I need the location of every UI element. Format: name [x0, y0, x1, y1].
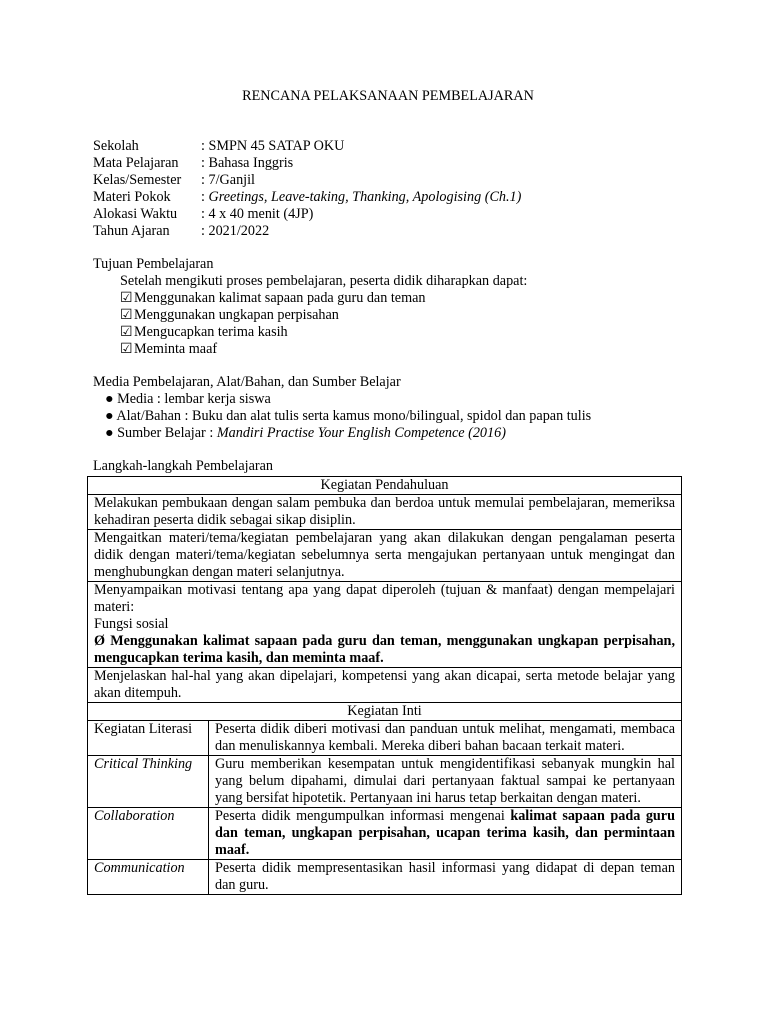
table-row	[88, 495, 682, 530]
info-row-alokasi	[93, 206, 521, 223]
info-label: Tahun Ajaran	[93, 223, 170, 239]
info-value-italic: Greetings, Leave-taking, Thanking, Apologising (Ch.1)	[208, 189, 522, 205]
inti-text: Peserta didik mempresentasikan hasil informasi yang didapat di depan teman dan guru.	[209, 860, 682, 895]
info-block	[93, 138, 521, 240]
table-row	[88, 756, 682, 808]
inti-text-bold: kalimat sapaan pada guru dan teman, ungkapan perpisahan, ucapan terima kasih, dan permintaan maaf.	[215, 808, 675, 858]
menjelaskan-cell: Menjelaskan hal-hal yang akan dipelajari, kompetensi yang akan dicapai, serta metode belajar yang akan ditempuh.	[88, 668, 682, 703]
inti-header: Kegiatan Inti	[88, 703, 682, 721]
tujuan-item-text: Menggunakan ungkapan perpisahan	[134, 307, 339, 323]
info-row-kelas	[93, 172, 521, 189]
table-row	[88, 582, 682, 668]
info-value	[201, 189, 521, 206]
info-row-materi	[93, 189, 521, 206]
info-label: Materi Pokok	[93, 189, 171, 205]
tujuan-item-text: Mengucapkan terima kasih	[134, 324, 288, 340]
checkbox-icon: ☑	[120, 307, 133, 323]
tujuan-item	[93, 307, 527, 324]
bullet-icon: ●	[105, 391, 114, 407]
media-heading: Media Pembelajaran, Alat/Bahan, dan Sumber Belajar	[93, 374, 401, 390]
inti-text: Peserta didik diberi motivasi dan panduan untuk melihat, mengamati, membaca dan menuliskannya kembali. Mereka diberi bahan bacaan terkait materi.	[209, 721, 682, 756]
info-label: Mata Pelajaran	[93, 155, 179, 171]
tujuan-item-text: Meminta maaf	[134, 341, 218, 357]
table-row	[88, 477, 682, 495]
info-row-sekolah	[93, 138, 521, 155]
info-value: : SMPN 45 SATAP OKU	[201, 138, 345, 154]
table-row	[88, 721, 682, 756]
info-value-prefix: :	[201, 189, 209, 205]
tujuan-item-text: Menggunakan kalimat sapaan pada guru dan teman	[134, 290, 426, 306]
media-item	[93, 408, 591, 425]
info-row-tahun	[93, 223, 521, 240]
pendahuluan-cell: Mengaitkan materi/tema/kegiatan pembelajaran yang akan dilakukan dengan pengalaman peserta didik dengan materi/tema/kegiatan sebelumnya serta mengajukan pertanyaan untuk mengingat dan menghubungkan dengan materi selanjutnya.	[88, 530, 682, 582]
inti-text: Peserta didik mengumpulkan informasi mengenai	[215, 808, 511, 824]
table-row	[88, 860, 682, 895]
tujuan-item	[93, 290, 527, 307]
bullet-icon: ●	[105, 425, 114, 441]
media-item	[93, 425, 591, 442]
media-item-italic: Mandiri Practise Your English Competence (2016)	[216, 425, 506, 441]
media-item	[93, 391, 591, 408]
bullet-icon: ●	[105, 408, 114, 424]
inti-label: Critical Thinking	[88, 756, 209, 808]
fungsi-sosial: Fungsi sosial	[94, 616, 169, 632]
motivasi-bold	[94, 633, 675, 667]
media-item-prefix: Sumber Belajar :	[117, 425, 217, 441]
inti-label: Communication	[88, 860, 209, 895]
tujuan-item	[93, 324, 527, 341]
tujuan-heading: Tujuan Pembelajaran	[93, 256, 214, 272]
document-title: RENCANA PELAKSANAAN PEMBELAJARAN	[242, 88, 534, 104]
checkbox-icon: ☑	[120, 290, 133, 306]
langkah-heading: Langkah-langkah Pembelajaran	[93, 458, 274, 474]
table-row	[88, 530, 682, 582]
info-value: : Bahasa Inggris	[201, 155, 294, 171]
info-value: : 2021/2022	[201, 223, 270, 239]
table-row	[88, 668, 682, 703]
info-row-mapel	[93, 155, 521, 172]
inti-label: Collaboration	[88, 808, 209, 860]
checkbox-icon: ☑	[120, 324, 133, 340]
motivasi-bold-text: Ø Menggunakan kalimat sapaan pada guru dan teman, menggunakan ungkapan perpisahan, mengucapkan terima kasih, dan meminta maaf.	[94, 633, 675, 666]
table-row	[88, 808, 682, 860]
inti-text-cell	[209, 808, 682, 860]
info-value: : 7/Ganjil	[201, 172, 255, 188]
inti-label: Kegiatan Literasi	[88, 721, 209, 756]
checkbox-icon: ☑	[120, 341, 133, 357]
tujuan-item	[93, 341, 527, 358]
info-label: Alokasi Waktu	[93, 206, 178, 222]
table-row	[88, 703, 682, 721]
pendahuluan-cell: Melakukan pembukaan dengan salam pembuka dan berdoa untuk memulai pembelajaran, memeriksa kehadiran peserta didik sebagai sikap disiplin.	[88, 495, 682, 530]
info-label: Kelas/Semester	[93, 172, 182, 188]
motivasi-cell	[88, 582, 682, 668]
langkah-table	[87, 476, 682, 895]
media-section	[93, 374, 591, 442]
media-item-text: Alat/Bahan : Buku dan alat tulis serta kamus mono/bilingual, spidol dan papan tulis	[116, 408, 592, 424]
tujuan-intro: Setelah mengikuti proses pembelajaran, peserta didik diharapkan dapat:	[120, 273, 528, 289]
media-item-text: Media : lembar kerja siswa	[117, 391, 271, 407]
info-label: Sekolah	[93, 138, 139, 154]
tujuan-section	[93, 256, 527, 358]
motivasi-text: Menyampaikan motivasi tentang apa yang dapat diperoleh (tujuan & manfaat) dengan mempelajari materi:	[94, 582, 675, 615]
info-value: : 4 x 40 menit (4JP)	[201, 206, 314, 222]
inti-text: Guru memberikan kesempatan untuk mengidentifikasi sebanyak mungkin hal yang belum dipahami, dimulai dari pertanyaan faktual sampai ke pertanyaan yang bersifat hipotetik. Pertanyaan ini harus tetap berkaitan dengan materi.	[209, 756, 682, 808]
pendahuluan-header: Kegiatan Pendahuluan	[88, 477, 682, 495]
